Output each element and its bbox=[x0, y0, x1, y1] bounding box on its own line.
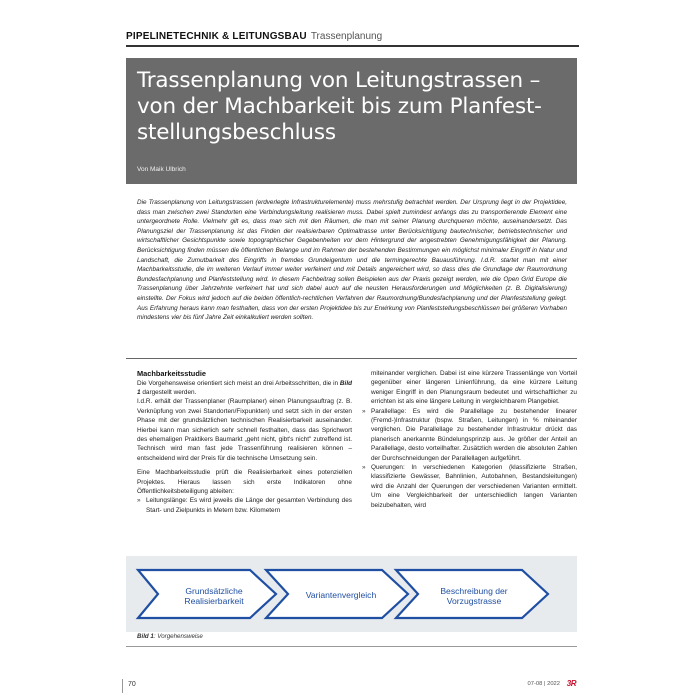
magazine-logo: 3R bbox=[566, 679, 576, 688]
paragraph: Eine Machbarkeitsstudie prüft die Realisierbarkeit eines potenziellen Projektes. Hieraus lassen sich erste Indikatoren ohne Öffentlichkeitsbeteiligung ableiten: bbox=[137, 469, 352, 496]
section-subtitle: Trassenplanung bbox=[310, 31, 383, 42]
issue-label: 07-08 | 2022 bbox=[527, 681, 560, 687]
paragraph-text: Die Vorgehensweise orientiert sich meist an drei Arbeitsschritten, die in bbox=[137, 379, 340, 387]
step-label-1 bbox=[164, 586, 264, 606]
paragraph-text: dargestellt werden. bbox=[140, 389, 197, 396]
figure-caption bbox=[137, 633, 203, 640]
intro-rule bbox=[126, 358, 577, 359]
intro-paragraph: Die Trassenplanung von Leitungstrassen (erdverlegte Infrastrukturelemente) muss mehrstufig betrachtet werden. Der Ursprung liegt in der Projektidee, dass man zwischen zwei Standorten eine Verbindungsleitung realisieren muss. Dabei spielt zumindest anfangs das zu transportierende Element eine untergeordnete Rolle. Vielmehr gilt es, dass man sich mit den Räumen, die man mit seiner Planung durchqueren möchte, auseinandersetzt. Das Planungsziel der Trassenplanung ist das Finden der realisierbaren Optimaltrasse unter Berücksichtigung bautechnischer, betriebstechnischer und wirtschaftlicher Gesichtspunkte sowie topographischer Gegebenheiten vor dem Hintergrund der angestrebten Genehmigungsfähigkeit der Planung. Berücksichtigung finden müssen die öffentlichen Belange und im Rahmen der bestehenden Bestimmungen ein möglichst minimaler Eingriff in Natur und Landschaft, die Zumutbarkeit des Eingriffs in fremdes Grundeigentum und die termingerechte Bauausführung. I.d.R. startet man mit einer Machbarkeitsstudie, die im weiteren Verlauf immer weiter verfeinert und mit Details angereichert wird, so dass dies die Grundlage der Raumordnung Bundesfachplanung und Planfeststellung wird. In diesem Fachbeitrag sollen Beispielen aus der Praxis gezeigt werden, wie die Open Grid Europe die Trassenplanung über Jahrzehnte verfeinert hat und sich dabei auch auf die neusten Herausforderungen und Möglichkeiten (z. B. Digitalisierung) einstellte. Der Fokus wird jedoch auf die beiden öffentlich-rechtlichen Verfahren der Raumordnung/Bundesfachplanung und der Planfeststellung gelegt. Aus Erfahrung heraus kann man festhalten, dass von der ersten Projektidee bis zur Erwirkung von Planfeststellungsbeschlüssen bei größeren Vorhaben mindestens vier bis fünf Jahre Zeit einkalkuliert werden sollten. bbox=[137, 199, 567, 322]
article-title bbox=[137, 68, 542, 146]
step-label-3 bbox=[416, 586, 532, 606]
section-heading: Machbarkeitsstudie bbox=[137, 369, 207, 378]
header-rule bbox=[126, 45, 579, 47]
title-line-3: stellungsbeschluss bbox=[137, 120, 336, 145]
step-label-line: Beschreibung der bbox=[440, 586, 508, 596]
paragraph: miteinander verglichen. Dabei ist eine kürzere Trassenlänge von Vorteil gegenüber einer längeren Linienführung, da eine kürzere Leitung weniger Eingriff in den Planungsraum bedeutet und wirtschaftlicher zu errichten ist als eine längere Leitung in vergleichbarem Plangebiet. bbox=[371, 370, 577, 406]
section-header bbox=[126, 30, 576, 44]
bullet-item: » Parallellage: Es wird die Parallellage zu bestehender linearer (Fremd-)Infrastruktur (bspw. Straßen, Leitungen) in % miteinander verglichen. Die Parallellage zu bestehender Infrastruktur drückt das planerisch anerkannte Bündelungsprinzip aus. Je größer der Anteil an Parallellage, desto vorteilhafter. Zusätzlich werden die absoluten Zahlen der Durchschneidungen der Parallellagen aufgeführt. bbox=[362, 407, 577, 463]
caption-rule bbox=[126, 646, 577, 647]
process-diagram bbox=[126, 556, 577, 632]
author-byline: Von Maik Ulbrich bbox=[137, 166, 186, 173]
left-column bbox=[137, 369, 352, 515]
title-line-2: von der Machbarkeit bis zum Planfest- bbox=[137, 94, 542, 119]
title-banner bbox=[126, 58, 577, 184]
step-label-2 bbox=[286, 590, 396, 600]
right-column bbox=[362, 369, 577, 510]
bullet-item: » Querungen: In verschiedenen Kategorien (klassifizierte Straßen, klassifizierte Gewässer, Bahnlinien, Autobahnen, Bestandsleitungen) wird die Anzahl der Querungen der verschiedenen Varianten ermittelt. Um eine Vergleichbarkeit der unterschiedlich langen Varianten beizubehalten, wird bbox=[362, 463, 577, 510]
bullet-item: » Leitungslänge: Es wird jeweils die Länge der gesamten Verbindung des Start- und Zielpunkts in Metern bzw. Kilometern bbox=[137, 496, 352, 515]
caption-text: : Vorgehensweise bbox=[153, 633, 203, 640]
paragraph bbox=[137, 379, 352, 398]
page-number: 70 bbox=[128, 681, 136, 688]
section-title: PIPELINETECHNIK & LEITUNGSBAU bbox=[126, 31, 307, 42]
footer-divider bbox=[122, 679, 123, 693]
step-label-line: Realisierbarkeit bbox=[184, 596, 244, 606]
paragraph: I.d.R. erhält der Trassenplaner (Raumplaner) einen Planungsauftrag (z. B. Verknüpfung von zwei Standorten/Fixpunkten) und setzt sich in der ersten Phase mit der grundsätzlichen technischen Realisierbarkeit auseinander. Hierbei kann man sicherlich sehr schnell festhalten, dass das Sprichwort des ehemaligen Praktikers Baumarkt „geht nicht, gibt's nicht" zutreffend ist. Technisch wird man fast jede Trassenführung realisieren können – entscheidend wird der Preis für die technische Umsetzung sein. bbox=[137, 398, 352, 462]
caption-ref: Bild 1 bbox=[137, 633, 154, 640]
figure-reference: Bild 1 bbox=[137, 379, 352, 396]
step-label-line: Vorzugstrasse bbox=[446, 596, 502, 606]
step-label-line: Variantenvergleich bbox=[305, 590, 377, 600]
step-label-line: Grundsätzliche bbox=[185, 586, 243, 596]
title-line-1: Trassenplanung von Leitungstrassen – bbox=[137, 68, 541, 93]
